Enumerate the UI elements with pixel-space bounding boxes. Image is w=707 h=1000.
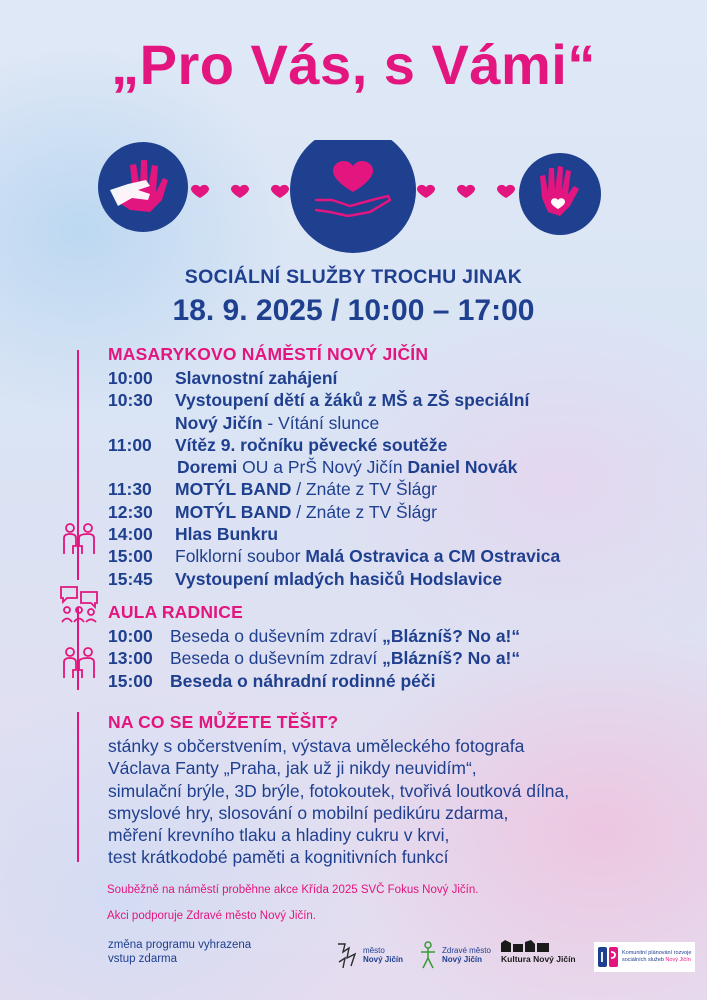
program-text: Beseda o duševním zdraví — [170, 626, 383, 646]
logo-line: Zdravé město — [442, 945, 491, 955]
extras-line: simulační brýle, 3D brýle, fotokoutek, tvořivá loutková dílna, — [108, 780, 570, 801]
heart-icon — [191, 185, 289, 198]
program-time: 10:00 — [108, 626, 153, 646]
logo-line: město — [363, 945, 385, 955]
program-text: Malá Ostravica a CM Ostravica — [305, 546, 561, 567]
heart-icon — [417, 185, 515, 198]
event-date: 18. 9. 2025 / 10:00 – 17:00 — [172, 294, 535, 327]
program-text: MOTÝL BAND — [175, 501, 292, 522]
program-text: Nový Jičín — [175, 412, 263, 433]
section-heading: NA CO SE MŮŽETE TĚŠIT? — [108, 712, 339, 732]
program-change-note: změna programu vyhrazena — [108, 939, 252, 951]
program-text: Hlas Bunkru — [175, 524, 279, 545]
footer-text — [108, 938, 251, 966]
free-entry-note: vstup zdarma — [108, 953, 178, 965]
program-row — [108, 647, 520, 669]
extras-section — [108, 712, 569, 869]
program-row — [108, 523, 560, 545]
program-text: „Blázníš? No a!“ — [382, 626, 521, 646]
program-time: 11:30 — [108, 479, 152, 500]
section-heading: MASARYKOVO NÁMĚSTÍ NOVÝ JIČÍN — [108, 344, 429, 364]
program-text: / Znáte z TV Šlágr — [291, 479, 437, 500]
hero-graphics — [0, 140, 707, 260]
divider-line — [77, 712, 79, 862]
hands-icon — [98, 142, 188, 232]
program-text: Folklorní soubor — [175, 546, 306, 567]
program-row — [108, 389, 560, 411]
program-time: 15:45 — [108, 568, 153, 589]
program-row — [108, 670, 520, 692]
program-text: / Znáte z TV Šlágr — [291, 501, 437, 522]
program-text: Beseda o duševním zdraví — [170, 648, 383, 669]
program-text: Doremi — [177, 457, 238, 478]
program-time: 11:00 — [108, 434, 152, 455]
extras-line: Václava Fanty „Praha, jak už ji nikdy neuvidím“, — [108, 758, 477, 779]
people-icon — [60, 646, 98, 682]
masaryk-section — [108, 344, 560, 590]
program-time: 15:00 — [108, 546, 153, 567]
program-text: Vítěz 9. ročníku pěvecké soutěže — [175, 434, 448, 455]
kp-icon — [598, 947, 618, 967]
program-text: Vystoupení dětí a žáků z MŠ a ZŠ speciální — [175, 390, 530, 411]
program-text: Vystoupení mladých hasičů Hodslavice — [175, 568, 503, 589]
logo-line: sociálních služeb — [622, 957, 666, 963]
program-time: 10:00 — [108, 368, 153, 388]
logo-line: Komunitní plánování rozvoje — [622, 950, 692, 956]
hand-heart-icon — [519, 153, 601, 235]
healthy-city-logo — [418, 940, 491, 970]
program-row — [108, 625, 520, 647]
program-time: 13:00 — [108, 648, 153, 669]
program-time: 14:00 — [108, 524, 153, 545]
figure-icon — [418, 940, 438, 970]
culture-logo — [501, 940, 576, 970]
program-time: 10:30 — [108, 390, 153, 411]
poster-title: „Pro Vás, s Vámi“ — [111, 33, 596, 96]
concurrent-event-note: Souběžně na náměstí proběhne akce Křída 2025 SVČ Fokus Nový Jičín. — [107, 884, 479, 896]
heart-in-hand-icon — [290, 140, 416, 253]
extras-line: test krátkodobé paměti a kognitivních funkcí — [108, 847, 449, 868]
program-row — [108, 545, 560, 567]
program-text: „Blázníš? No a!“ — [382, 648, 521, 669]
program-text: - Vítání slunce — [262, 412, 380, 433]
program-row — [108, 568, 560, 590]
program-row — [108, 478, 560, 500]
program-text: OU a PrŠ Nový Jičín — [237, 457, 408, 478]
city-logo — [335, 940, 403, 970]
extras-line: měření krevního tlaku a hladiny cukru v krvi, — [108, 825, 450, 846]
culture-blocks-icon — [501, 940, 549, 952]
section-heading: AULA RADNICE — [108, 602, 243, 622]
aula-section — [108, 602, 520, 692]
logo-line: Nový Jičín — [442, 955, 483, 964]
program-time: 15:00 — [108, 670, 153, 691]
extras-line: stánky s občerstvením, výstava uměleckého fotografa — [108, 736, 525, 756]
extras-line: smyslové hry, slosování o mobilní pedikúru zdarma, — [108, 802, 509, 823]
program-text: Daniel Novák — [407, 457, 518, 478]
sponsor-note: Akci podporuje Zdravé město Nový Jičín. — [107, 910, 317, 922]
program-row — [108, 501, 560, 523]
logo-line: Nový Jičín — [665, 957, 691, 963]
logo-line: Kultura Nový Jičín — [501, 954, 576, 964]
discussion-icon — [58, 584, 100, 624]
people-icon — [60, 522, 98, 558]
program-time: 12:30 — [108, 501, 153, 522]
subtitle: SOCIÁLNÍ SLUŽBY TROCHU JINAK — [184, 266, 523, 288]
logo-line: Nový Jičín — [363, 955, 404, 964]
program-row — [108, 367, 560, 389]
program-text: MOTÝL BAND — [175, 479, 292, 500]
program-row-continued — [108, 412, 560, 434]
program-row — [108, 434, 560, 456]
program-text: Beseda o náhradní rodinné péči — [170, 670, 436, 691]
program-row-continued — [108, 456, 560, 478]
city-crest-icon — [335, 940, 359, 970]
community-planning-logo — [594, 942, 695, 972]
program-text: Slavnostní zahájení — [175, 368, 338, 388]
